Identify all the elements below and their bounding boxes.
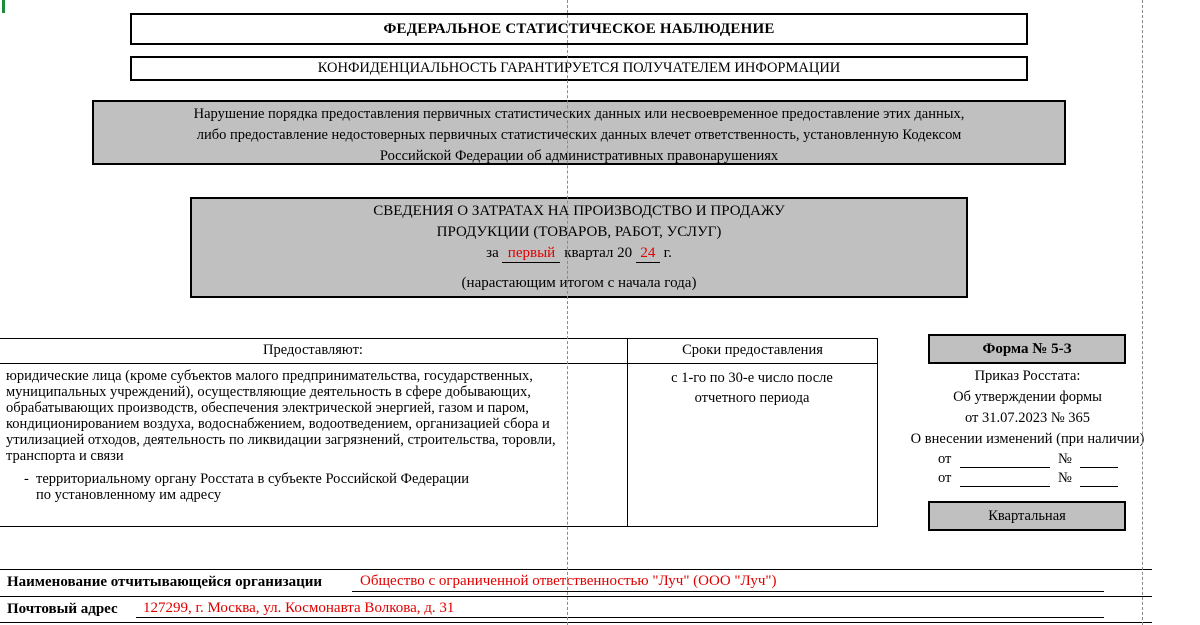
row-divider [0, 622, 1152, 623]
organization-name-label: Наименование отчитывающейся организации [7, 574, 323, 590]
submitters-cell [6, 368, 621, 503]
order-line2: Об утверждении формы [953, 389, 1102, 405]
row-divider [0, 596, 1152, 597]
page-break-guide [1142, 0, 1143, 625]
quarter-field[interactable]: первый [502, 245, 560, 263]
deadlines-cell [633, 368, 871, 408]
report-title-line1: СВЕДЕНИЯ О ЗАТРАТАХ НА ПРОИЗВОДСТВО И ПРОДАЖУ [373, 203, 785, 219]
submission-table [0, 338, 878, 527]
period-prefix: за [486, 245, 499, 261]
postal-address-label: Почтовый адрес [7, 601, 118, 617]
deadline-line1: с 1-го по 30-е число после [671, 370, 833, 386]
amendment-number-field-1[interactable] [1080, 467, 1118, 468]
page-break-guide [567, 0, 568, 625]
period-suffix: г. [663, 245, 672, 261]
rosstat-order [900, 366, 1155, 450]
recipient-line1: территориальному органу Росстата в субъекте Российской Федерации [36, 471, 470, 487]
period-middle: квартал 20 [564, 245, 633, 261]
postal-address-value[interactable]: 127299, г. Москва, ул. Космонавта Волкова, д. 31 [143, 600, 455, 616]
recipient-dash: - [24, 471, 29, 487]
report-period [192, 245, 966, 263]
row-divider [0, 569, 1152, 570]
periodicity-badge: Квартальная [928, 501, 1126, 531]
warning-line: либо предоставление недостоверных первичных статистических данных влечет ответственность, установленную Кодексом [196, 127, 962, 143]
submitters-description: юридические лица (кроме субъектов малого предпринимательства, государственных, муниципальных учреждений), осуществляющие деятельность в сфере добывающих, обрабатывающих производств, обеспечения электрической энергией, газом и паром, кондиционированием воздуха, водоснабжением, водоотведением, организацией сбора и утилизацией отходов, деятельность по ликвидации загрязнений, строительства, торовли, транспорта и связи [6, 368, 556, 464]
year-field[interactable]: 24 [636, 245, 660, 263]
report-note: (нарастающим итогом с начала года) [461, 275, 697, 291]
amendment-from-label-1: от [938, 451, 952, 467]
recipient-item [6, 471, 621, 503]
organization-name-underline [352, 591, 1104, 592]
federal-observation-title: ФЕДЕРАЛЬНОЕ СТАТИСТИЧЕСКОЕ НАБЛЮДЕНИЕ [130, 13, 1028, 45]
deadline-line2: отчетного периода [694, 390, 810, 406]
amendment-date-field-1[interactable] [960, 467, 1050, 468]
amendment-from-label-2: от [938, 470, 952, 486]
cell-cursor-marker [2, 0, 5, 13]
order-line1: Приказ Росстата: [974, 368, 1081, 384]
postal-address-underline [136, 617, 1104, 618]
recipient-line2: по установленному им адресу [36, 487, 222, 503]
report-title-box [190, 197, 968, 298]
amendment-date-field-2[interactable] [960, 486, 1050, 487]
organization-name-value[interactable]: Общество с ограниченной ответственностью "Луч" (ООО "Луч") [360, 573, 777, 589]
liability-warning [92, 100, 1066, 165]
order-line4: О внесении изменений (при наличии) [910, 431, 1145, 447]
table-column-divider [627, 339, 628, 526]
warning-line: Российской Федерации об административных правонарушениях [379, 148, 779, 164]
form-number: Форма № 5-З [928, 334, 1126, 364]
table-header-divider [0, 363, 877, 364]
report-title-line2: ПРОДУКЦИИ (ТОВАРОВ, РАБОТ, УСЛУГ) [436, 224, 722, 240]
warning-line: Нарушение порядка предоставления первичных статистических данных или несвоевременное предоставление этих данных, [193, 106, 965, 122]
amendment-number-label-2: № [1058, 470, 1072, 486]
amendment-number-label-1: № [1058, 451, 1072, 467]
amendment-number-field-2[interactable] [1080, 486, 1118, 487]
submitters-column-header: Предоставляют: [263, 342, 363, 358]
deadlines-column-header: Сроки предоставления [682, 342, 823, 358]
order-line3: от 31.07.2023 № 365 [964, 410, 1091, 426]
confidentiality-notice: КОНФИДЕНЦИАЛЬНОСТЬ ГАРАНТИРУЕТСЯ ПОЛУЧАТЕЛЕМ ИНФОРМАЦИИ [130, 56, 1028, 81]
